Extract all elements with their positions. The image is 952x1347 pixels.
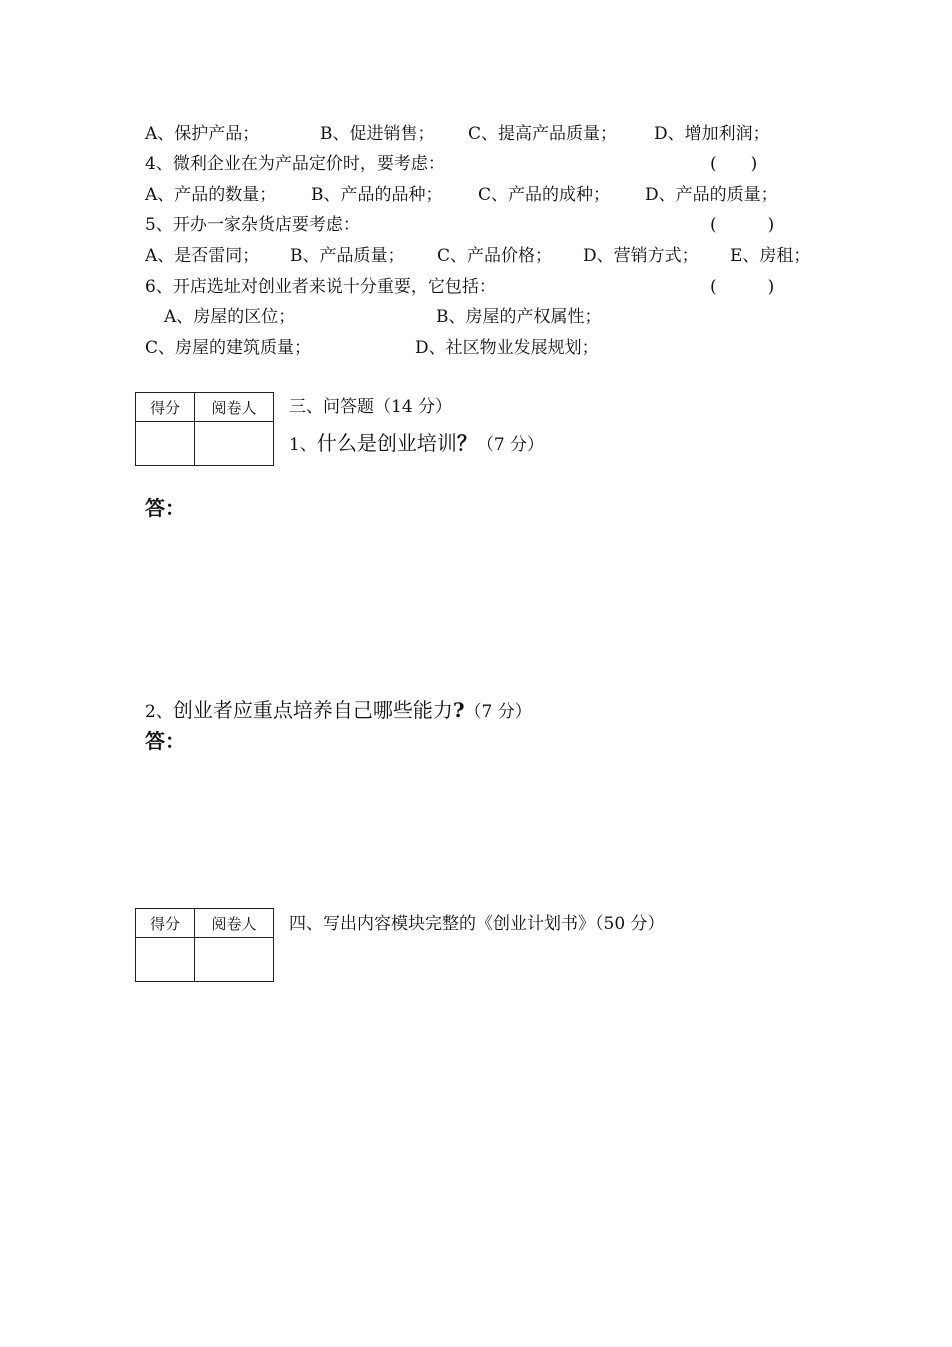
section3-question-2	[145, 700, 532, 722]
score-cell[interactable]	[136, 938, 195, 982]
q1-question-mark: ？	[456, 431, 477, 455]
q1-answer-label: 答：	[145, 496, 185, 520]
q2-score: （7 分）	[464, 702, 532, 722]
q5-answer-paren: ( )	[710, 215, 775, 235]
section3-score-table	[135, 392, 274, 466]
q3-option-d: D、增加利润；	[654, 124, 770, 144]
q2-number: 2、	[145, 702, 173, 722]
q6-stem: 6、开店选址对创业者来说十分重要，它包括：	[145, 277, 496, 297]
q5-option-e: E、房租；	[730, 246, 811, 266]
q3-option-b: B、促进销售；	[320, 124, 435, 144]
q6-answer-paren: ( )	[710, 277, 775, 297]
section3-question-1	[289, 433, 544, 455]
q5-option-b: B、产品质量；	[290, 246, 405, 266]
q1-score: （7 分）	[476, 435, 545, 455]
q4-option-c: C、产品的成种；	[478, 185, 611, 205]
q4-stem: 4、微利企业在为产品定价时，要考虑：	[145, 154, 445, 174]
q6-option-c: C、房屋的建筑质量；	[145, 338, 312, 358]
q4-answer-paren: ( )	[710, 154, 758, 174]
q1-text: 什么是创业培训	[316, 431, 457, 455]
grader-cell[interactable]	[195, 422, 274, 466]
q3-option-a: A、保护产品；	[145, 124, 260, 144]
q6-option-a: A、房屋的区位；	[164, 307, 296, 327]
q4-option-b: B、产品的品种；	[311, 185, 443, 205]
q5-option-a: A、是否雷同；	[145, 246, 260, 266]
q5-stem: 5、开办一家杂货店要考虑：	[145, 215, 360, 235]
q6-option-d: D、社区物业发展规划；	[415, 338, 599, 358]
q4-option-d: D、产品的质量；	[645, 185, 778, 205]
q3-option-c: C、提高产品质量；	[468, 124, 618, 144]
q6-option-b: B、房屋的产权属性；	[436, 307, 602, 327]
score-header: 得分	[136, 393, 195, 422]
q5-option-d: D、营销方式；	[583, 246, 699, 266]
q2-text: 创业者应重点培养自己哪些能力	[172, 698, 453, 722]
grader-header: 阅卷人	[195, 909, 274, 938]
grader-header: 阅卷人	[195, 393, 274, 422]
score-cell[interactable]	[136, 422, 195, 466]
section3-title: 三、问答题（14 分）	[289, 397, 453, 417]
section4-score-table	[135, 908, 274, 982]
q4-option-a: A、产品的数量；	[145, 185, 277, 205]
q1-number: 1、	[289, 435, 317, 455]
q5-option-c: C、产品价格；	[437, 246, 553, 266]
section4-title: 四、写出内容模块完整的《创业计划书》（50 分）	[289, 914, 665, 934]
q2-answer-label: 答：	[145, 729, 185, 753]
q2-question-mark: ?	[452, 698, 465, 722]
grader-cell[interactable]	[195, 938, 274, 982]
score-header: 得分	[136, 909, 195, 938]
